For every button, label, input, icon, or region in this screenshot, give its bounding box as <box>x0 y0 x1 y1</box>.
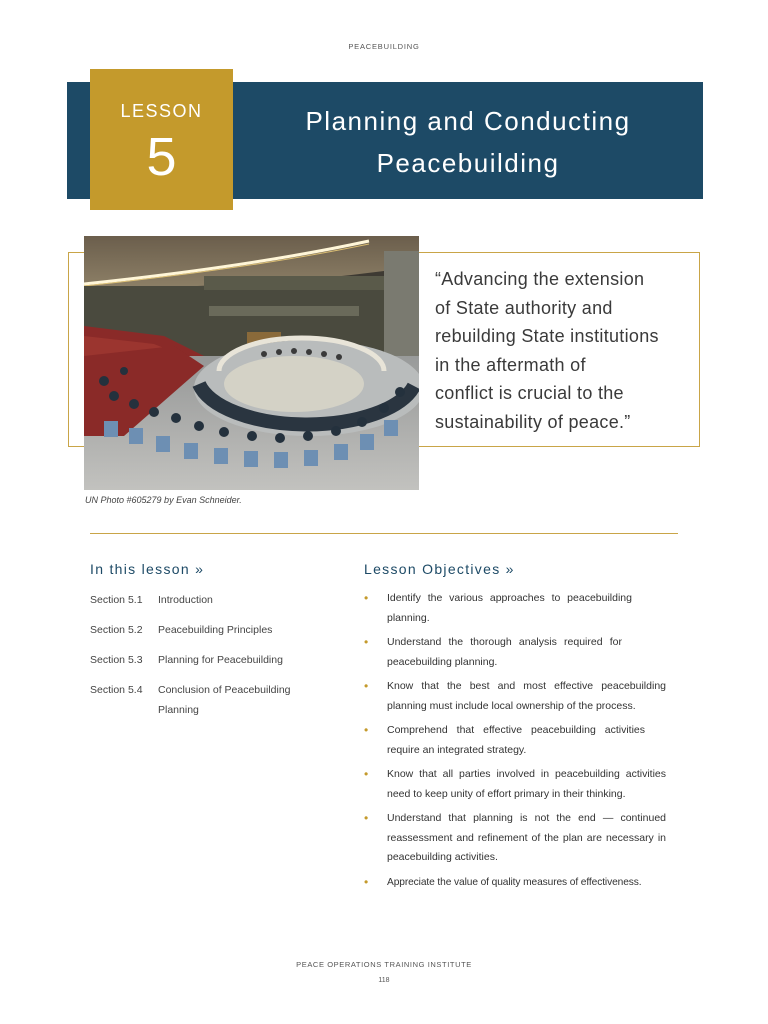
objective-text: Understand that planning is not the end — continued reassessment and refinement of the plan are necessary in peacebuilding activities. <box>387 812 666 863</box>
bullet-icon: • <box>364 635 369 649</box>
objective-text: Identify the various approaches to peacebuilding planning. <box>387 592 632 624</box>
lesson-badge <box>90 69 233 210</box>
bullet-icon: • <box>364 874 369 889</box>
objective-text: Understand the thorough analysis required for peacebuilding planning. <box>387 636 622 668</box>
objective-text: Know that the best and most effective peacebuilding planning must include local ownership of the process. <box>387 680 666 712</box>
pull-quote <box>435 265 690 436</box>
pull-quote-line-2: of State authority and <box>435 297 613 318</box>
bullet-icon: • <box>364 591 369 605</box>
objectives-list <box>364 589 666 897</box>
lesson-title-line-1: Planning and Conducting <box>305 106 631 136</box>
lesson-title <box>233 100 703 184</box>
section-item <box>90 620 330 640</box>
objective-item <box>364 873 666 893</box>
objective-text: Know that all parties involved in peacebuilding activities need to keep unity of effort primary in their thinking. <box>387 768 666 800</box>
lesson-title-line-2: Peacebuilding <box>376 148 560 178</box>
section-number: Section 5.1 <box>90 594 143 606</box>
bullet-icon: • <box>364 811 369 825</box>
section-title: Introduction <box>158 594 213 606</box>
section-title: Conclusion of Peacebuilding Planning <box>158 684 291 716</box>
pull-quote-line-5: conflict is crucial to the <box>435 383 624 403</box>
objective-item <box>364 589 666 628</box>
section-number: Section 5.4 <box>90 684 143 696</box>
running-head: PEACEBUILDING <box>348 42 420 51</box>
bullet-icon: • <box>364 679 369 693</box>
objective-item <box>364 765 666 804</box>
section-number: Section 5.2 <box>90 624 143 636</box>
section-item <box>90 590 330 610</box>
section-divider <box>90 533 678 534</box>
pull-quote-line-6: sustainability of peace.” <box>435 411 631 432</box>
bullet-icon: • <box>364 767 369 781</box>
section-number: Section 5.3 <box>90 654 143 666</box>
section-title: Planning for Peacebuilding <box>158 654 283 666</box>
lesson-label: LESSON <box>120 101 203 121</box>
bullet-icon: • <box>364 723 369 737</box>
page-number: 118 <box>378 977 390 984</box>
in-this-lesson-heading: In this lesson » <box>90 561 205 577</box>
lesson-number: 5 <box>146 127 177 187</box>
pull-quote-line-4: in the aftermath of <box>435 354 586 375</box>
section-item <box>90 680 330 720</box>
objective-item <box>364 677 666 716</box>
objective-item <box>364 721 666 760</box>
council-chamber-photo <box>84 236 419 490</box>
pull-quote-line-1: “Advancing the extension <box>435 269 645 289</box>
footer-institute: PEACE OPERATIONS TRAINING INSTITUTE <box>296 960 472 969</box>
pull-quote-line-3: rebuilding State institutions <box>435 326 659 346</box>
section-title: Peacebuilding Principles <box>158 624 273 636</box>
objective-item <box>364 633 666 672</box>
objective-item <box>364 809 666 868</box>
objective-text: Comprehend that effective peacebuilding activities require an integrated strategy. <box>387 724 645 756</box>
photo-caption: UN Photo #605279 by Evan Schneider. <box>85 495 242 505</box>
objective-text: Appreciate the value of quality measures of effectiveness. <box>387 876 642 888</box>
section-list <box>90 590 330 730</box>
section-item <box>90 650 330 670</box>
lesson-objectives-heading: Lesson Objectives » <box>364 561 515 577</box>
